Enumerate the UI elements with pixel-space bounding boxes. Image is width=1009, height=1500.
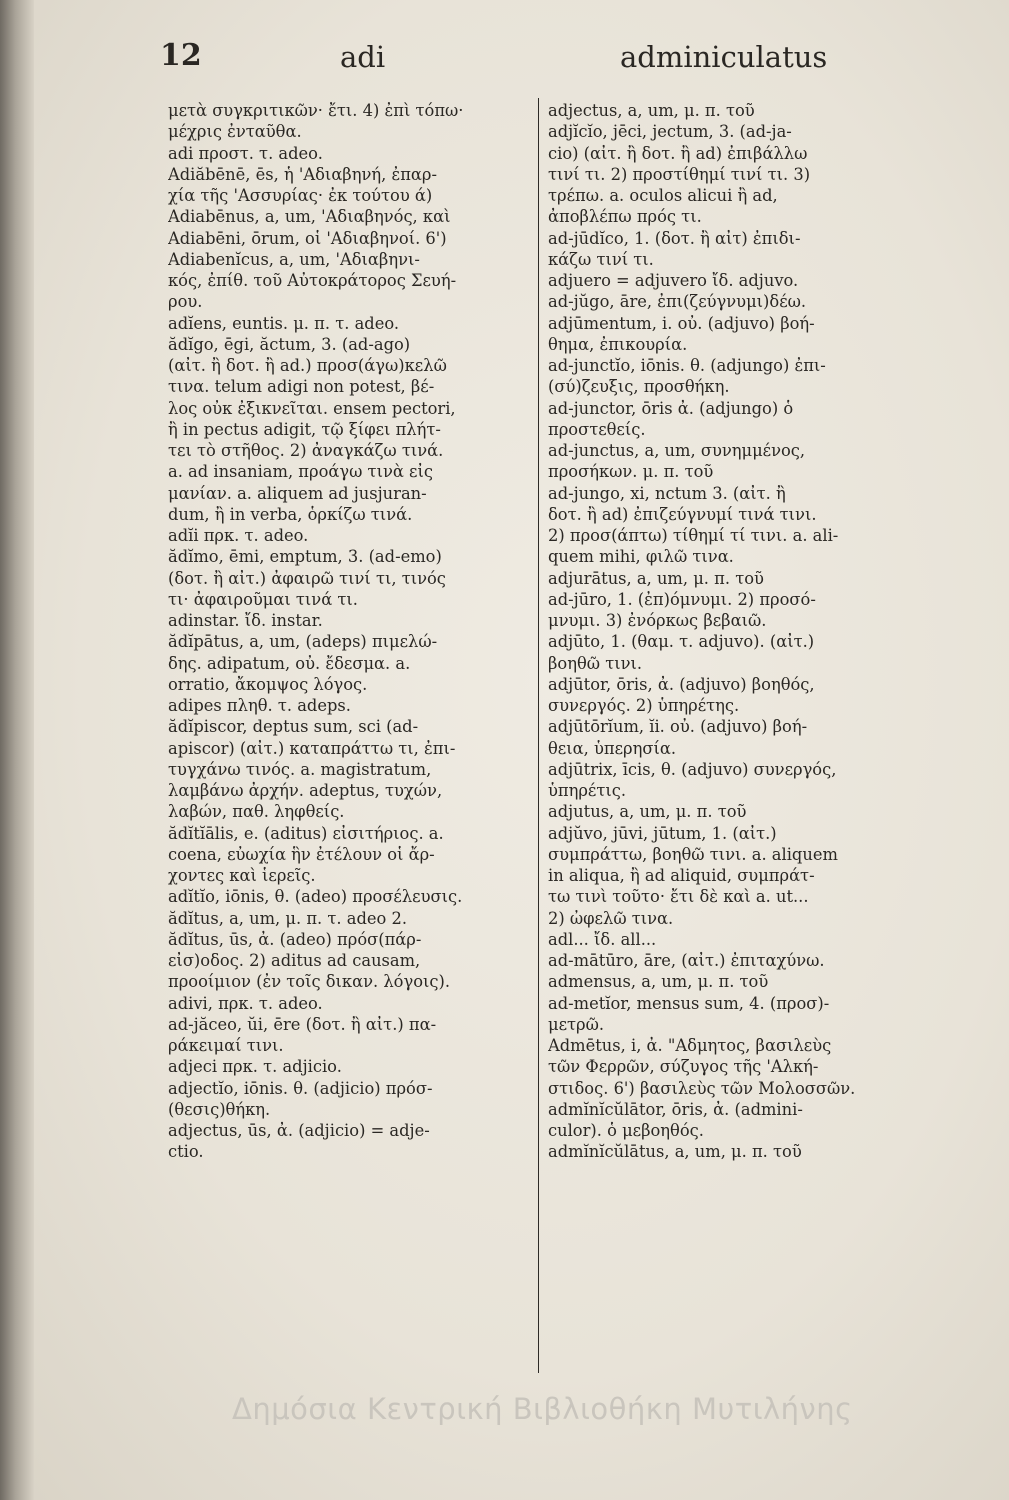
entry-line: apiscor) (αἰτ.) καταπράττω τι, ἐπι- [168, 738, 456, 758]
entry-line: ἢ in pectus adigit, τῷ ξίφει πλήτ- [168, 419, 441, 439]
entry-line: τι· ἀφαιροῦμαι τινά τι. [168, 589, 358, 609]
entry-line: adjectus, a, um, μ. π. τοῦ [548, 101, 755, 120]
entry-line: λαβών, παθ. ληφθείς. [168, 802, 345, 822]
entry-line: ad-jŭgo, āre, ἐπι(ζεύγνυμι)δέω. [548, 292, 807, 312]
page-number: 12 [160, 38, 202, 73]
entry-line: cio) (αἰτ. ἢ δοτ. ἢ ad) ἐπιβάλλω [548, 143, 808, 163]
entry-line: (αἰτ. ἢ δοτ. ἢ ad.) προσ(άγω)κελῶ [168, 356, 447, 375]
entry-line: ρου. [168, 292, 203, 312]
entry-line: προστεθείς. [548, 419, 646, 439]
entry-line: ad-jūro, 1. (ἐπ)όμνυμι. 2) προσό- [548, 589, 816, 609]
entry-line: dum, ἢ in verba, ὁρκίζω τινά. [168, 504, 413, 524]
entry-line: τυγχάνω τινός. a. magistratum, [168, 759, 432, 779]
entry-line: κός, ἐπίθ. τοῦ Αὐτοκράτορος Σευή- [168, 271, 457, 290]
entry-line: μετρῶ. [548, 1014, 605, 1034]
entry-line: τῶν Φερρῶν, σύζυγος τῆς 'Αλκή- [548, 1057, 819, 1077]
entry-line: (θεσις)θήκη. [168, 1099, 271, 1119]
entry-line: Adiabēni, ōrum, οἱ 'Αδιαβηνοί. 6') [168, 228, 447, 248]
entry-line: adjūtrix, īcis, θ. (adjuvo) συνεργός, [548, 759, 837, 779]
left-guide-word: adi [340, 40, 386, 74]
entry-line: δης. adipatum, οὐ. ἔδεσμα. a. [168, 653, 411, 673]
entry-line: κάζω τινί τι. [548, 249, 654, 269]
entry-line: ad-jăceo, ŭi, ēre (δοτ. ἢ αἰτ.) πα- [168, 1014, 437, 1034]
entry-line: ădĭpātus, a, um, (adeps) πιμελώ- [168, 632, 438, 652]
entry-line: μέχρις ἐνταῦθα. [168, 122, 302, 142]
entry-line: ctio. [168, 1142, 204, 1162]
entry-line: adinstar. ἴδ. instar. [168, 611, 323, 630]
entry-line: adi προστ. τ. adeo. [168, 143, 323, 163]
entry-line: εἰσ)οδος. 2) aditus ad causam, [168, 951, 421, 970]
entry-line: 2) προσ(άπτω) τίθημί τί τινι. a. ali- [548, 526, 839, 545]
entry-line: adjūtōrĭum, ĭi. οὐ. (adjuvo) βοή- [548, 717, 808, 737]
left-column [168, 100, 538, 1163]
entry-line: ădĭtĭālis, e. (aditus) εἰσιτήριος. a. [168, 823, 444, 843]
entry-line: adĭens, euntis. μ. π. τ. adeo. [168, 313, 400, 333]
entry-line: προσήκων. μ. π. τοῦ [548, 462, 714, 482]
entry-line: admĭnĭcŭlātor, ōris, ἀ. (admini- [548, 1099, 803, 1119]
entry-line: χία τῆς 'Ασσυρίας· ἐκ τούτου ά) [168, 186, 433, 205]
entry-line: adjectus, ūs, ἀ. (adjicio) = adje- [168, 1121, 430, 1140]
entry-line: θημα, ἐπικουρία. [548, 334, 688, 354]
entry-line: ad-metĭor, mensus sum, 4. (προσ)- [548, 993, 830, 1013]
entry-line: λος οὐκ ἐξικνεῖται. ensem pectori, [168, 398, 456, 418]
entry-line: τω τινὶ τοῦτο· ἔτι δὲ καὶ a. ut... [548, 887, 809, 907]
entry-line: δοτ. ἢ ad) ἐπιζεύγνυμί τινά τινι. [548, 504, 817, 524]
entry-line: ădĭgo, ēgi, ăctum, 3. (ad-ago) [168, 334, 411, 354]
entry-line: Admētus, i, ἀ. "Αδμητος, βασιλεὺς [548, 1036, 832, 1055]
entry-line: μετὰ συγκριτικῶν· ἔτι. 4) ἐπὶ τόπω· [168, 101, 464, 120]
right-column [548, 100, 918, 1163]
entry-line: ădĭmo, ēmi, emptum, 3. (ad-emo) [168, 547, 442, 567]
entry-line: Adiăbēnē, ēs, ἡ 'Αδιαβηνή, ἐπαρ- [168, 164, 437, 184]
entry-line: adjĭcĭo, jēci, jectum, 3. (ad-ja- [548, 122, 792, 142]
entry-line: χοντες καὶ ἱερεῖς. [168, 866, 316, 885]
entry-line: adivi, πρκ. τ. adeo. [168, 993, 323, 1013]
entry-line: adjeci πρκ. τ. adjicio. [168, 1057, 342, 1077]
entry-line: ad-junctĭo, iōnis. θ. (adjungo) ἐπι- [548, 356, 826, 375]
entry-line: λαμβάνω ἀρχήν. adeptus, τυχών, [168, 781, 443, 800]
entry-line: ad-junctor, ōris ἀ. (adjungo) ὁ [548, 398, 794, 418]
entry-line: adjuero = adjuvero ἴδ. adjuvo. [548, 271, 799, 290]
entry-line: culor). ὁ μεβοηθός. [548, 1121, 704, 1140]
entry-line: adjutus, a, um, μ. π. τοῦ [548, 802, 747, 822]
entry-line: adipes πληθ. τ. adeps. [168, 696, 351, 715]
entry-line: ădĭtus, a, um, μ. π. τ. adeo 2. [168, 908, 408, 928]
entry-line: ad-junctus, a, um, συνημμένος, [548, 441, 806, 460]
page-header [160, 38, 860, 88]
entry-line: θεια, ὑπερησία. [548, 738, 676, 758]
entry-line: adjūmentum, i. οὐ. (adjuvo) βοή- [548, 313, 815, 333]
entry-line: ad-jūdĭco, 1. (δοτ. ἢ αἰτ) ἐπιδι- [548, 228, 801, 248]
entry-line: adjūto, 1. (θαμ. τ. adjuvo). (αἰτ.) [548, 632, 815, 652]
entry-line: 2) ὠφελῶ τινα. [548, 908, 674, 928]
entry-line: ἀποβλέπω πρός τι. [548, 207, 702, 227]
entry-line: μνυμι. 3) ἐνόρκως βεβαιῶ. [548, 611, 767, 630]
entry-line: ădĭtus, ūs, ἀ. (adeo) πρόσ(πάρ- [168, 929, 422, 949]
library-watermark: Δημόσια Κεντρική Βιβλιοθήκη Μυτιλήνης [232, 1392, 853, 1426]
entry-line: quem mihi, φιλῶ τινα. [548, 547, 734, 567]
entry-line: adjūtor, ōris, ἀ. (adjuvo) βοηθός, [548, 674, 815, 694]
entry-line: βοηθῶ τινι. [548, 653, 643, 673]
entry-line: adjurātus, a, um, μ. π. τοῦ [548, 568, 764, 588]
entry-line: adjectĭo, iōnis. θ. (adjicio) πρόσ- [168, 1078, 433, 1098]
entry-line: adl... ἴδ. all... [548, 929, 657, 949]
entry-line: in aliqua, ἢ ad aliquid, συμπράτ- [548, 866, 815, 885]
entry-line: ad-mātūro, āre, (αἰτ.) ἐπιταχύνω. [548, 951, 825, 970]
entry-line: (σύ)ζευξις, προσθήκη. [548, 377, 730, 397]
entry-line: ράκειμαί τινι. [168, 1036, 284, 1055]
entry-line: Adiabenĭcus, a, um, 'Αδιαβηνι- [168, 249, 420, 269]
entry-line: τει τὸ στῆθος. 2) ἀναγκάζω τινά. [168, 441, 444, 460]
entry-line: στιδος. 6') βασιλεὺς τῶν Μολοσσῶν. [548, 1078, 856, 1098]
entry-line: μανίαν. a. aliquem ad jusjuran- [168, 483, 427, 503]
entry-line: ad-jungo, xi, nctum 3. (αἰτ. ἢ [548, 483, 786, 503]
entry-line: προοίμιον (ἐν τοῖς δικαν. λόγοις). [168, 972, 451, 992]
right-guide-word: adminiculatus [620, 40, 828, 74]
column-divider [538, 98, 539, 1373]
entry-line: τινα. telum adigi non potest, βέ- [168, 377, 435, 397]
entry-line: coena, εὐωχία ἣν ἐτέλουν οἱ ἄρ- [168, 844, 435, 864]
entry-line: συμπράττω, βοηθῶ τινι. a. aliquem [548, 844, 838, 864]
entry-line: τινί τι. 2) προστίθημί τινί τι. 3) [548, 164, 811, 184]
entry-line: orratio, ἄκομψος λόγος. [168, 674, 368, 694]
entry-line: τρέπω. a. oculos alicui ἢ ad, [548, 186, 778, 205]
entry-line: (δοτ. ἢ αἰτ.) ἀφαιρῶ τινί τι, τινός [168, 568, 446, 588]
entry-line: a. ad insaniam, προάγω τινὰ εἰς [168, 462, 433, 482]
entry-line: adĭi πρκ. τ. adeo. [168, 526, 309, 545]
book-spine-shadow [0, 0, 34, 1500]
entry-line: adĭtĭo, iōnis, θ. (adeo) προσέλευσις. [168, 887, 463, 907]
entry-line: ădĭpiscor, deptus sum, sci (ad- [168, 717, 419, 737]
entry-line: Adiabēnus, a, um, 'Αδιαβηνός, καὶ [168, 207, 451, 227]
entry-line: adjŭvo, jūvi, jūtum, 1. (αἰτ.) [548, 823, 777, 843]
entry-line: admĭnĭcŭlātus, a, um, μ. π. τοῦ [548, 1142, 802, 1162]
entry-line: admensus, a, um, μ. π. τοῦ [548, 972, 769, 992]
entry-line: ὑπηρέτις. [548, 781, 627, 800]
entry-line: συνεργός. 2) ὑπηρέτης. [548, 696, 740, 715]
